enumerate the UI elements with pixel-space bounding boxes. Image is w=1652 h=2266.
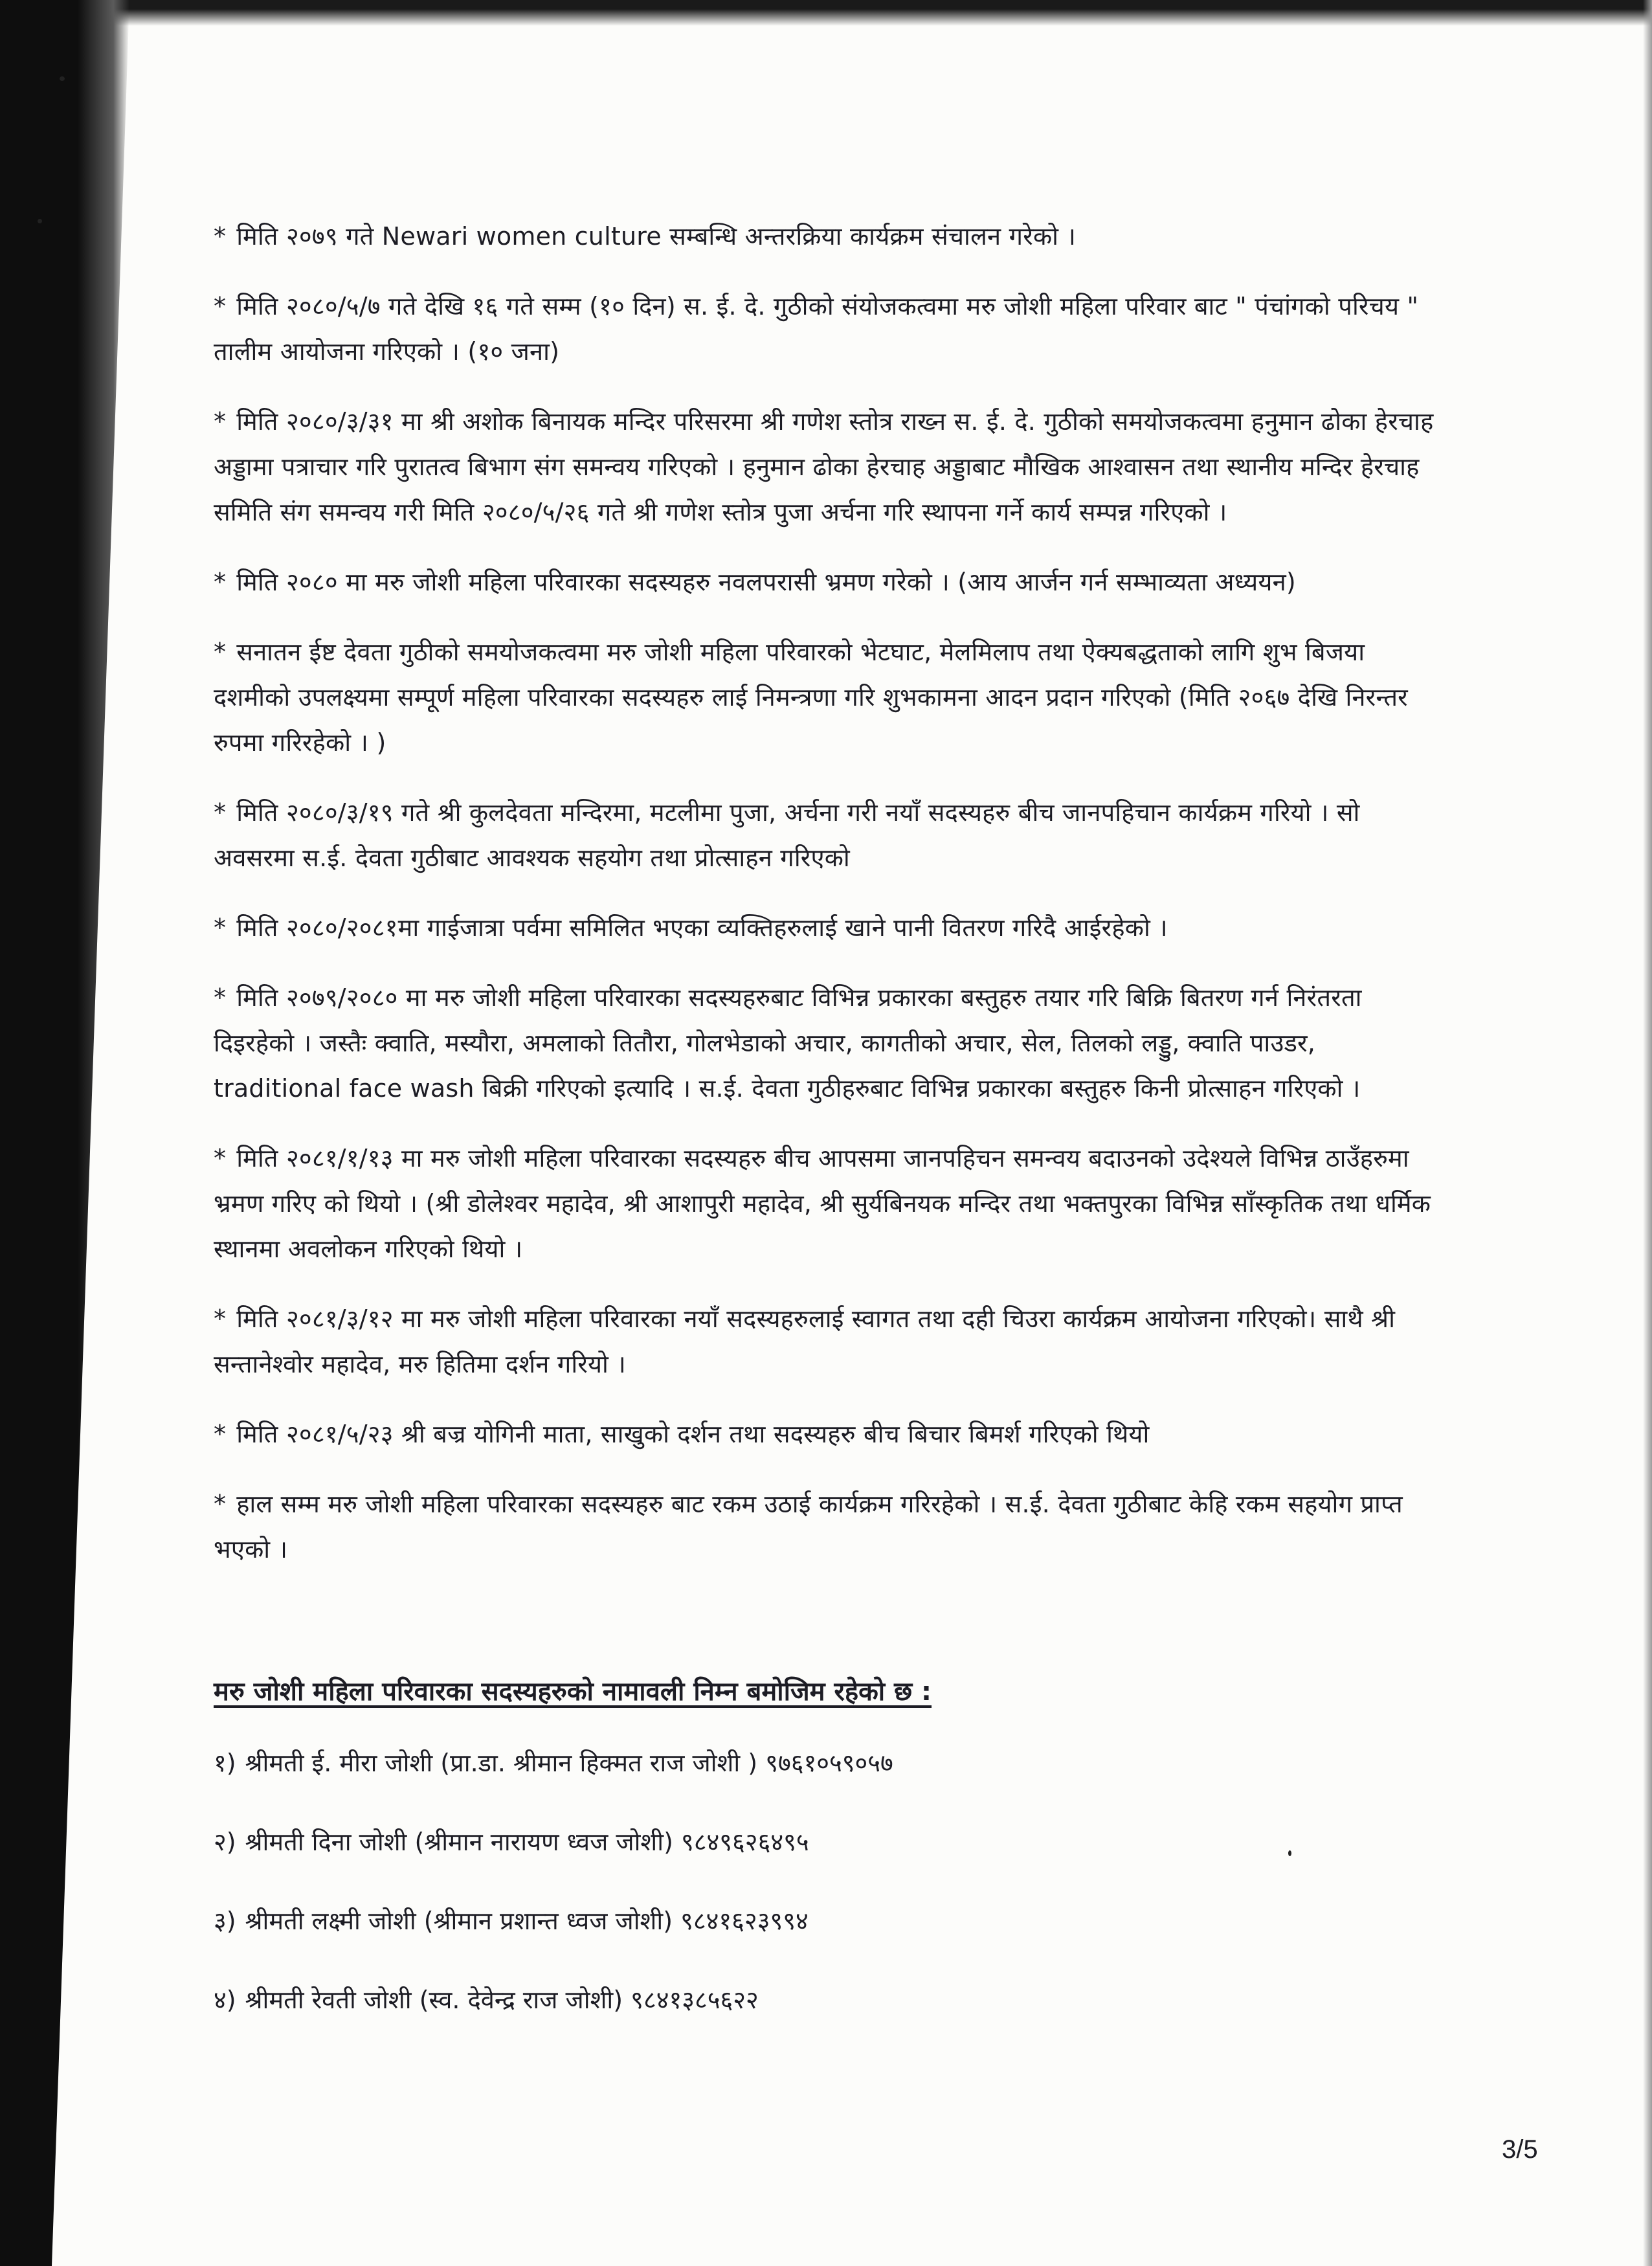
activity-paragraph: * सनातन ईष्ट देवता गुठीको समयोजकत्वमा मरु जोशी महिला परिवारको भेटघाट, मेलमिलाप तथा ऐक्यबद्धताको लागि शुभ बिजया दशमीको उपलक्ष्यमा सम्पूर्ण महिला परिवारका सदस्यहरु लाई निमन्त्रणा गरि शुभकामना आदन प्रदान गरिएको (मिति २०६७ देखि निरन्तर रुपमा गरिरहेको । ) [214, 638, 1408, 757]
activity-paragraph: * मिति २०८१/३/१२ मा मरु जोशी महिला परिवारका नयाँ सदस्यहरुलाई स्वागत तथा दही चिउरा कार्यक्रम आयोजना गरिएको। साथै श्री सन्तानेश्वोर महादेव, मरु हितिमा दर्शन गरियो । [214, 1305, 1396, 1378]
scan-border-left [0, 0, 129, 2266]
activity-paragraph: * मिति २०८०/५/७ गते देखि १६ गते सम्म (१० दिन) स. ई. दे. गुठीको संयोजकत्वमा मरु जोशी महिला परिवार बाट " पंचांगको परिचय " तालीम आयोजना गरिएको । (१० जना) [214, 292, 1419, 366]
activity-paragraph: * मिति २०८०/३/३१ मा श्री अशोक बिनायक मन्दिर परिसरमा श्री गणेश स्तोत्र राख्न स. ई. दे. गुठीको समयोजकत्वमा हनुमान ढोका हेरचाह अड्डामा पत्राचार गरि पुरातत्व बिभाग संग समन्वय गरिएको । हनुमान ढोका हेरचाह अड्डाबाट मौखिक आश्वासन तथा स्थानीय मन्दिर हेरचाह समिति संग समन्वय गरी मिति २०८०/५/२६ गते श्री गणेश स्तोत्र पुजा अर्चना गरि स्थापना गर्ने कार्य सम्पन्न गरिएको । [214, 407, 1434, 526]
members-list [214, 1740, 1444, 2023]
members-heading: मरु जोशी महिला परिवारका सदस्यहरुको नामावली निम्न बमोजिम रहेको छ : [214, 1677, 932, 1707]
scan-speck [60, 76, 65, 81]
member-item: १) श्रीमती ई. मीरा जोशी (प्रा.डा. श्रीमान हिक्मत राज जोशी ) ९७६१०५९०५७ [214, 1749, 893, 1777]
activity-paragraph: * मिति २०७९ गते Newari women culture सम्बन्धि अन्तरक्रिया कार्यक्रम संचालन गरेको । [214, 222, 1077, 251]
activity-paragraph: * मिति २०८१/५/२३ श्री बज्र योगिनी माता, साखुको दर्शन तथा सदस्यहरु बीच बिचार बिमर्श गरिएको थियो [214, 1420, 1150, 1448]
member-item: ४) श्रीमती रेवती जोशी (स्व. देवेन्द्र राज जोशी) ९८४१३८५६२२ [214, 1986, 759, 2014]
activity-paragraph: * मिति २०८१/१/१३ मा मरु जोशी महिला परिवारका सदस्यहरु बीच आपसमा जानपहिचन समन्वय बदाउनको उदेश्यले विभिन्न ठाउँहरुमा भ्रमण गरिए को थियो । (श्री डोलेश्वर महादेव, श्री आशापुरी महादेव, श्री सुर्यबिनयक मन्दिर तथा भक्तपुरका विभिन्न साँस्कृतिक तथा धर्मिक स्थानमा अवलोकन गरिएको थियो । [214, 1144, 1431, 1263]
scan-border-right [1643, 0, 1652, 2266]
activity-paragraph: * हाल सम्म मरु जोशी महिला परिवारका सदस्यहरु बाट रकम उठाई कार्यक्रम गरिरहेको । स.ई. देवता गुठीबाट केहि रकम सहयोग प्राप्त भएको । [214, 1490, 1403, 1564]
activity-paragraph: * मिति २०८०/२०८१मा गाईजात्रा पर्वमा समिलित भएका व्यक्तिहरुलाई खाने पानी वितरण गरिदै आईरहेको । [214, 914, 1168, 942]
member-item: ३) श्रीमती लक्ष्मी जोशी (श्रीमान प्रशान्त ध्वज जोशी) ९८४१६२३९९४ [214, 1907, 809, 1935]
member-item: २) श्रीमती दिना जोशी (श्रीमान नारायण ध्वज जोशी) ९८४९६२६४९५ [214, 1828, 809, 1856]
page-number: 3/5 [1502, 2135, 1538, 2164]
scan-border-top [0, 0, 1652, 26]
activity-paragraph: * मिति २०८०/३/१९ गते श्री कुलदेवता मन्दिरमा, मटलीमा पुजा, अर्चना गरी नयाँ सदस्यहरु बीच जानपहिचान कार्यक्रम गरियो । सो अवसरमा स.ई. देवता गुठीबाट आवश्यक सहयोग तथा प्रोत्साहन गरिएको [214, 798, 1360, 872]
activity-paragraph: * मिति २०८० मा मरु जोशी महिला परिवारका सदस्यहरु नवलपरासी भ्रमण गरेको । (आय आर्जन गर्न सम्भाव्यता अध्ययन) [214, 568, 1296, 596]
document-body [214, 214, 1444, 2056]
scan-speck [38, 219, 42, 223]
activity-paragraph: * मिति २०७९/२०८० मा मरु जोशी महिला परिवारका सदस्यहरुबाट विभिन्न प्रकारका बस्तुहरु तयार गरि बिक्रि बितरण गर्न निरंतरता दिइरहेको । जस्तैः क्वाति, मस्यौरा, अमलाको तितौरा, गोलभेडाको अचार, कागतीको अचार, सेल, तिलको लड्डु, क्वाति पाउडर, traditional face wash बिक्री गरिएको इत्यादि । स.ई. देवता गुठीहरुबाट विभिन्न प्रकारका बस्तुहरु किनी प्रोत्साहन गरिएको । [214, 983, 1362, 1103]
